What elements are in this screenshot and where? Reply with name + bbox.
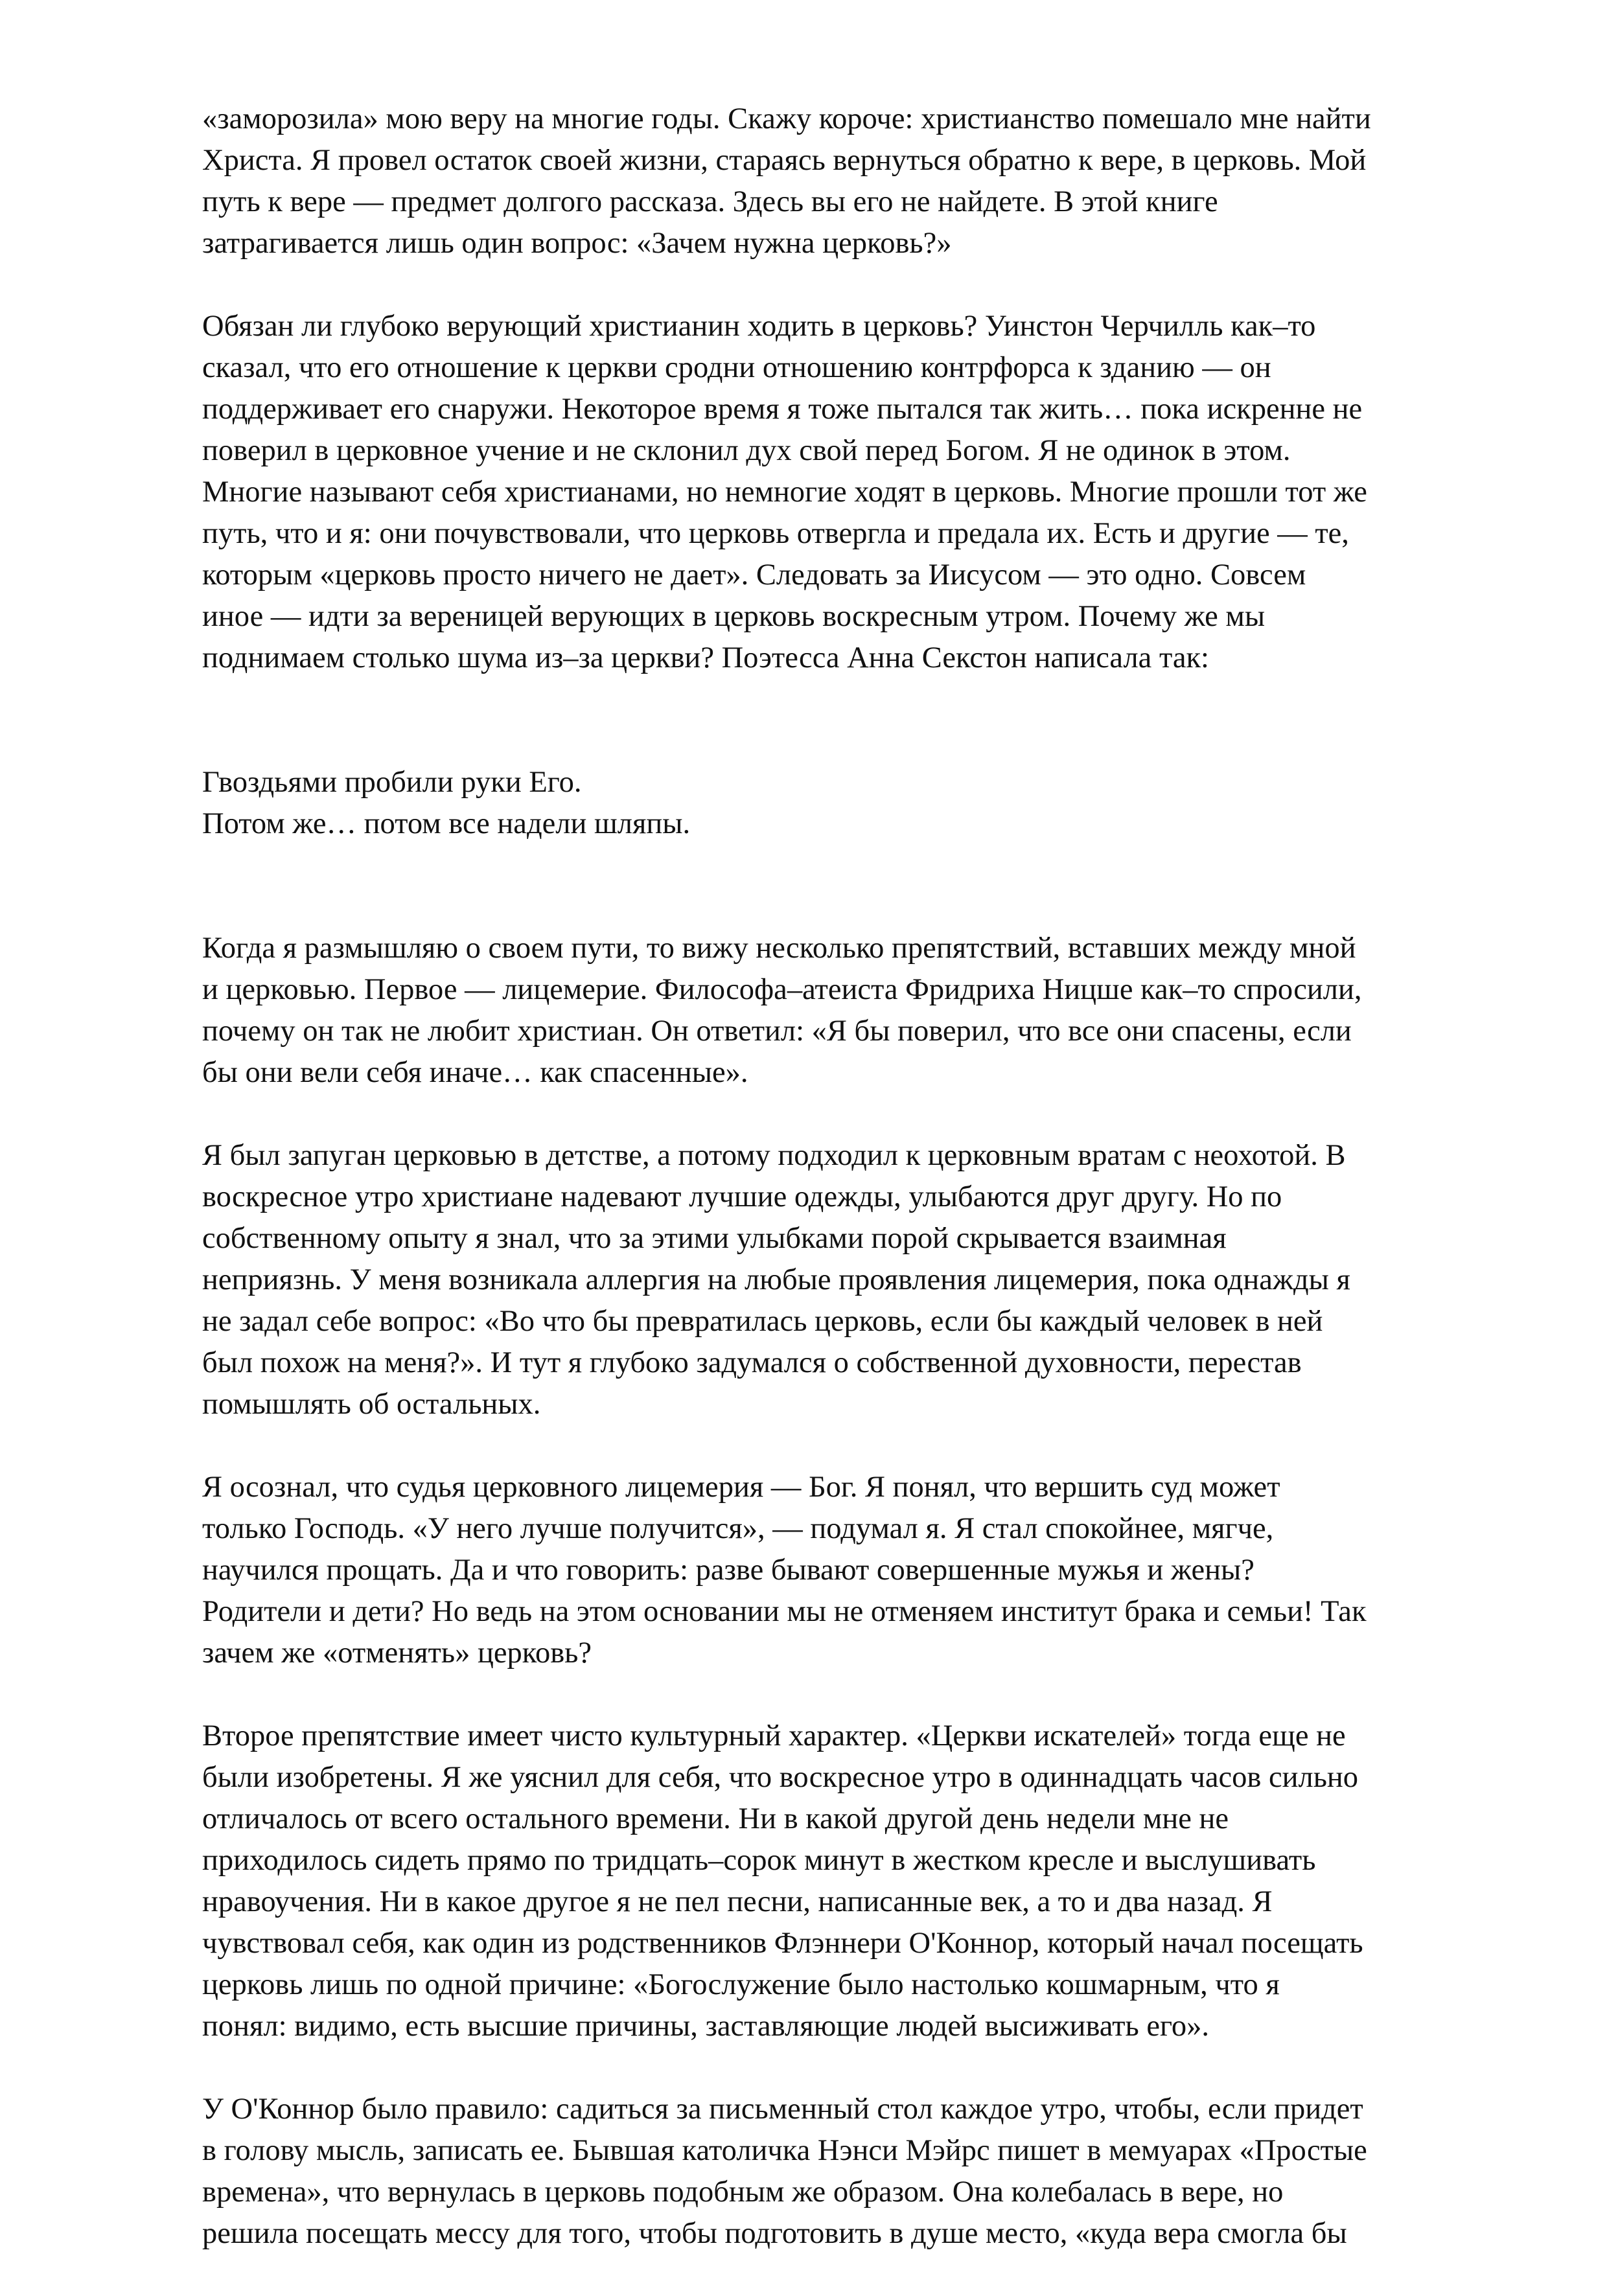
text-line: поверил в церковное учение и не склонил дух свой перед Богом. Я не одинок в этом. <box>202 434 1291 467</box>
text-line: только Господь. «У него лучше получится», — подумал я. Я стал спокойнее, мягче, <box>202 1512 1274 1545</box>
text-line: был похож на меня?». И тут я глубоко задумался о собственной духовности, перестав <box>202 1346 1302 1379</box>
paragraph-6 <box>202 1716 1556 2047</box>
text-line: были изобретены. Я же уяснил для себя, что воскресное утро в одиннадцать часов сильно <box>202 1761 1359 1794</box>
paragraph-1 <box>202 98 1556 264</box>
text-line: иное — идти за вереницей верующих в церковь воскресным утром. Почему же мы <box>202 600 1266 633</box>
text-line: научился прощать. Да и что говорить: разве бывают совершенные мужья и жены? <box>202 1554 1254 1587</box>
text-line: почему он так не любит христиан. Он ответил: «Я бы поверил, что все они спасены, если <box>202 1015 1352 1048</box>
text-line: поднимаем столько шума из–за церкви? Поэтесса Анна Секстон написала так: <box>202 641 1209 674</box>
text-line: Многие называют себя христианами, но немногие ходят в церковь. Многие прошли тот же <box>202 476 1367 509</box>
text-line: приходилось сидеть прямо по тридцать–сорок минут в жестком кресле и выслушивать <box>202 1844 1316 1877</box>
paragraph-4 <box>202 1135 1556 1425</box>
text-line: Родители и дети? Но ведь на этом основании мы не отменяем институт брака и семьи! Так <box>202 1595 1367 1628</box>
text-line: поддерживает его снаружи. Некоторое время я тоже пытался так жить… пока искренне не <box>202 393 1363 426</box>
text-line: которым «церковь просто ничего не дает». Следовать за Иисусом — это одно. Совсем <box>202 558 1306 591</box>
text-line: затрагивается лишь один вопрос: «Зачем нужна церковь?» <box>202 227 952 260</box>
text-line: церковь лишь по одной причине: «Богослужение было настолько кошмарным, что я <box>202 1968 1280 2001</box>
text-line: времена», что вернулась в церковь подобным же образом. Она колебалась в вере, но <box>202 2175 1284 2209</box>
poem-line: Гвоздьями пробили руки Его. <box>202 766 582 799</box>
text-line: Когда я размышляю о своем пути, то вижу несколько препятствий, вставших между мной <box>202 932 1356 965</box>
text-line: помышлять об остальных. <box>202 1388 541 1421</box>
text-line: чувствовал себя, как один из родственников Флэннери О'Коннор, который начал посещать <box>202 1927 1363 1960</box>
poem-quote <box>202 762 1556 845</box>
text-line: путь к вере — предмет долгого рассказа. Здесь вы его не найдете. В этой книге <box>202 185 1218 218</box>
text-line: Второе препятствие имеет чисто культурный характер. «Церкви искателей» тогда еще не <box>202 1719 1346 1752</box>
poem-line: Потом же… потом все надели шляпы. <box>202 807 691 840</box>
text-line: Обязан ли глубоко верующий христианин ходить в церковь? Уинстон Черчилль как–то <box>202 310 1316 343</box>
paragraph-7 <box>202 2089 1556 2255</box>
text-line: отличалось от всего остального времени. Ни в какой другой день недели мне не <box>202 1802 1229 1835</box>
paragraph-3 <box>202 928 1556 1094</box>
text-line: понял: видимо, есть высшие причины, заставляющие людей высиживать его». <box>202 2010 1210 2043</box>
text-line: неприязнь. У меня возникала аллергия на любые проявления лицемерия, пока однажды я <box>202 1263 1350 1296</box>
text-line: нравоучения. Ни в какое другое я не пел песни, написанные век, а то и два назад. Я <box>202 1885 1273 1918</box>
text-line: Я осознал, что судья церковного лицемерия — Бог. Я понял, что вершить суд может <box>202 1471 1280 1504</box>
paragraph-2 <box>202 306 1556 679</box>
text-line: Христа. Я провел остаток своей жизни, стараясь вернуться обратно к вере, в церковь. Мой <box>202 144 1367 177</box>
text-line: решила посещать мессу для того, чтобы подготовить в душе место, «куда вера смогла бы <box>202 2217 1347 2250</box>
text-column <box>202 98 1556 2296</box>
text-line: и церковью. Первое — лицемерие. Философа–атеиста Фридриха Ницше как–то спросили, <box>202 973 1362 1006</box>
paragraph-5 <box>202 1467 1556 1674</box>
text-line: собственному опыту я знал, что за этими улыбками порой скрывается взаимная <box>202 1222 1227 1255</box>
text-line: не задал себе вопрос: «Во что бы превратилась церковь, если бы каждый человек в ней <box>202 1305 1323 1338</box>
text-line: воскресное утро христиане надевают лучшие одежды, улыбаются друг другу. Но по <box>202 1180 1282 1213</box>
text-line: У О'Коннор было правило: садиться за письменный стол каждое утро, чтобы, если придет <box>202 2093 1363 2126</box>
text-line: зачем же «отменять» церковь? <box>202 1636 592 1670</box>
text-line: в голову мысль, записать ее. Бывшая католичка Нэнси Мэйрс пишет в мемуарах «Простые <box>202 2134 1367 2167</box>
text-line: путь, что и я: они почувствовали, что церковь отвергла и предала их. Есть и другие — те, <box>202 517 1349 550</box>
text-line: Я был запуган церковью в детстве, а потому подходил к церковным вратам с неохотой. В <box>202 1139 1346 1172</box>
text-line: «заморозила» мою веру на многие годы. Скажу короче: христианство помешало мне найти <box>202 102 1371 135</box>
text-line: сказал, что его отношение к церкви сродни отношению контрфорса к зданию — он <box>202 351 1271 384</box>
text-line: бы они вели себя иначе… как спасенные». <box>202 1056 748 1089</box>
